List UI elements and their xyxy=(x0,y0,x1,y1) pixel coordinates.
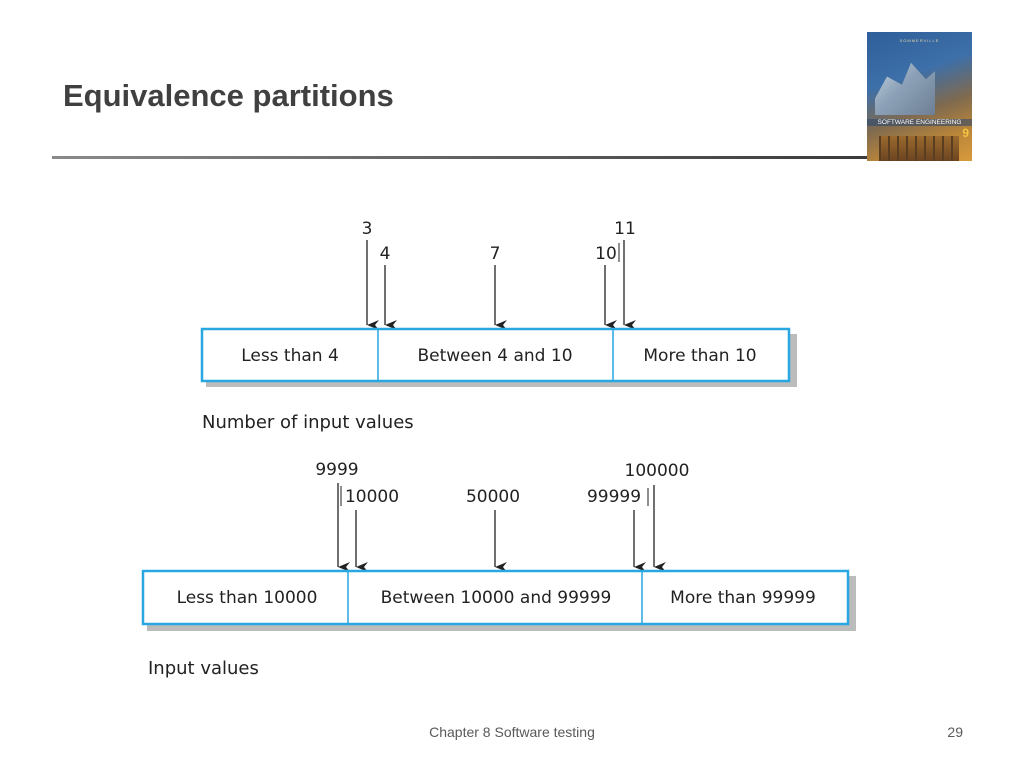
marker-label: 3 xyxy=(361,219,373,239)
page-number: 29 xyxy=(947,724,963,740)
cover-edition: 9 xyxy=(962,126,969,140)
marker-label: 9999 xyxy=(315,460,359,480)
partition-label-between: Between 4 and 10 xyxy=(417,346,573,366)
diagram-number-of-inputs xyxy=(202,219,797,433)
diagram-caption: Number of input values xyxy=(202,412,414,433)
cover-author: SOMMERVILLE xyxy=(899,38,940,43)
cover-title: SOFTWARE ENGINEERING xyxy=(867,119,972,126)
partition-label-between: Between 10000 and 99999 xyxy=(380,588,612,608)
marker-label: 100000 xyxy=(624,461,690,481)
slide-title: Equivalence partitions xyxy=(63,78,394,113)
marker-label: 99999 xyxy=(586,487,642,507)
partition-label-more: More than 99999 xyxy=(670,588,816,608)
partition-label-more: More than 10 xyxy=(643,346,757,366)
marker-label: 7 xyxy=(489,244,501,264)
partition-label-less: Less than 10000 xyxy=(176,588,318,608)
diagram-input-values xyxy=(143,460,856,679)
partition-label-less: Less than 4 xyxy=(241,346,339,366)
marker-label: 10 xyxy=(595,244,617,264)
footer-chapter-text: Chapter 8 Software testing xyxy=(429,724,595,740)
marker-label: 10000 xyxy=(344,487,400,507)
marker-label: 11 xyxy=(614,219,636,239)
marker-label: 4 xyxy=(379,244,391,264)
diagram-caption: Input values xyxy=(148,658,259,679)
marker-label: 50000 xyxy=(465,487,521,507)
